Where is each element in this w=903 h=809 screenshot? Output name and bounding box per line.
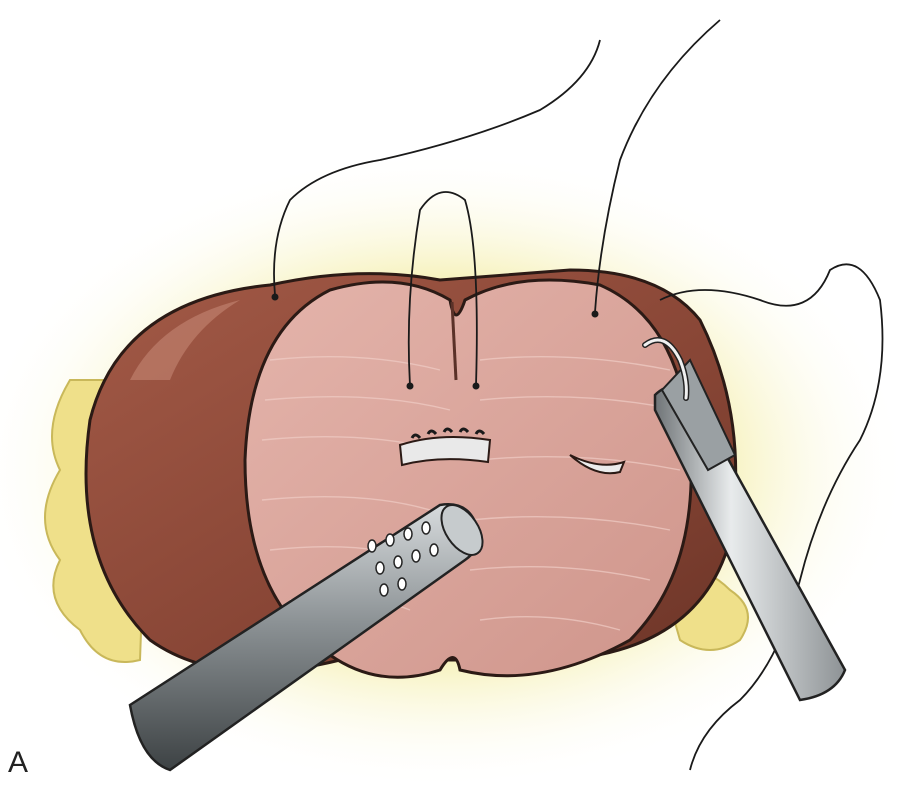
panel-label: A	[8, 746, 29, 779]
